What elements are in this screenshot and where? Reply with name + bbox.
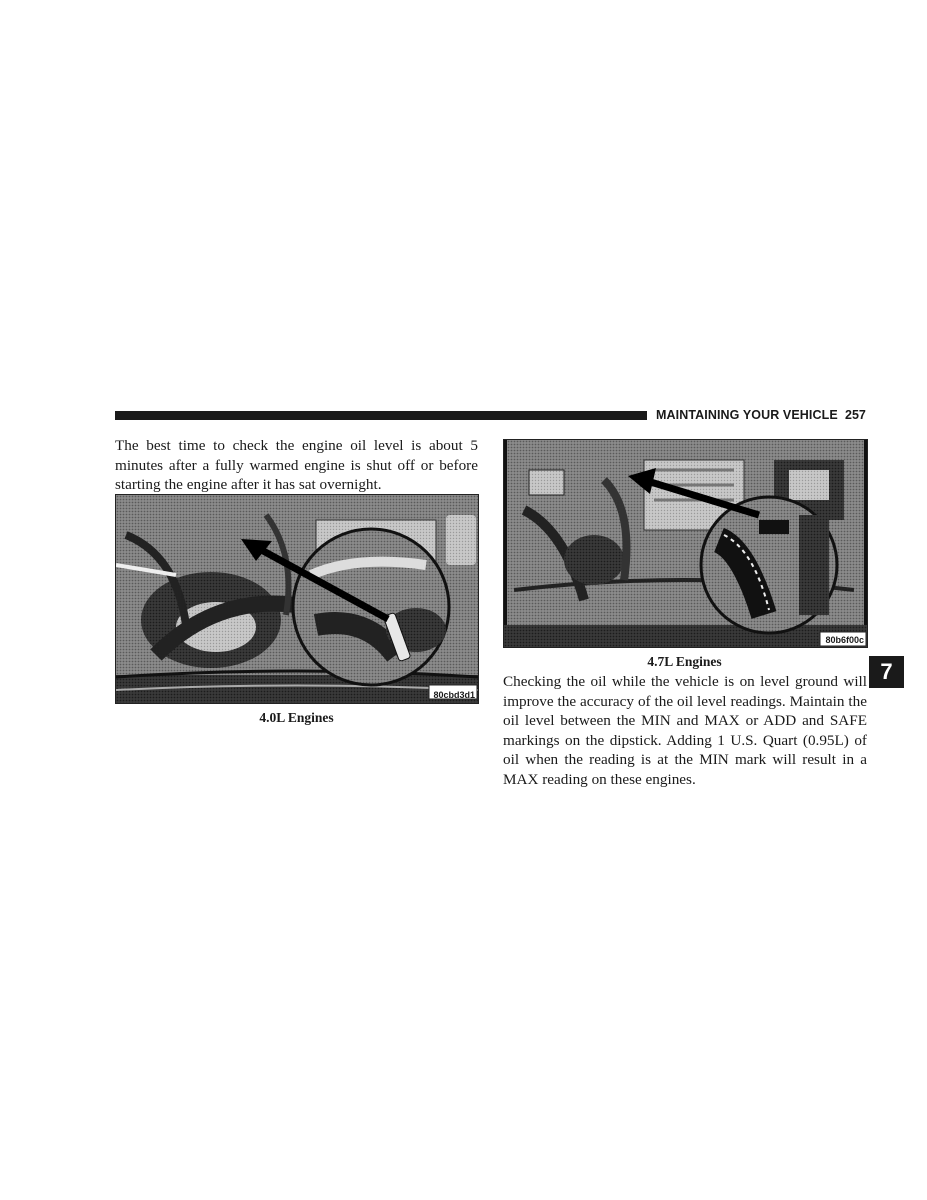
chapter-tab [869, 656, 904, 688]
engine-4-7l-photo [503, 439, 868, 648]
page-number: 257 [845, 408, 866, 422]
section-title: MAINTAINING YOUR VEHICLE [656, 408, 838, 422]
header-rule [115, 411, 647, 420]
image-code-right: 80b6f00c [825, 635, 864, 645]
caption-4-0l: 4.0L Engines [259, 710, 334, 725]
caption-4-7l: 4.7L Engines [647, 654, 722, 669]
oil-check-paragraph: Checking the oil while the vehicle is on level ground will improve the accuracy of the oil level readings. Maintain the oil level between the MIN and MAX or ADD and SAFE markings on the dipstick. Adding 1 U.S. Quart (0.95L) of oil when the reading is at the MIN mark will result in a MAX reading on these engines. [503, 673, 867, 788]
image-code-left: 80cbd3d1 [433, 690, 475, 700]
engine-4-0l-photo [115, 494, 479, 704]
intro-paragraph: The best time to check the engine oil level is about 5 minutes after a fully warmed engine is shut off or before starting the engine after it has sat overnight. [115, 437, 478, 493]
chapter-number: 7 [880, 659, 893, 684]
